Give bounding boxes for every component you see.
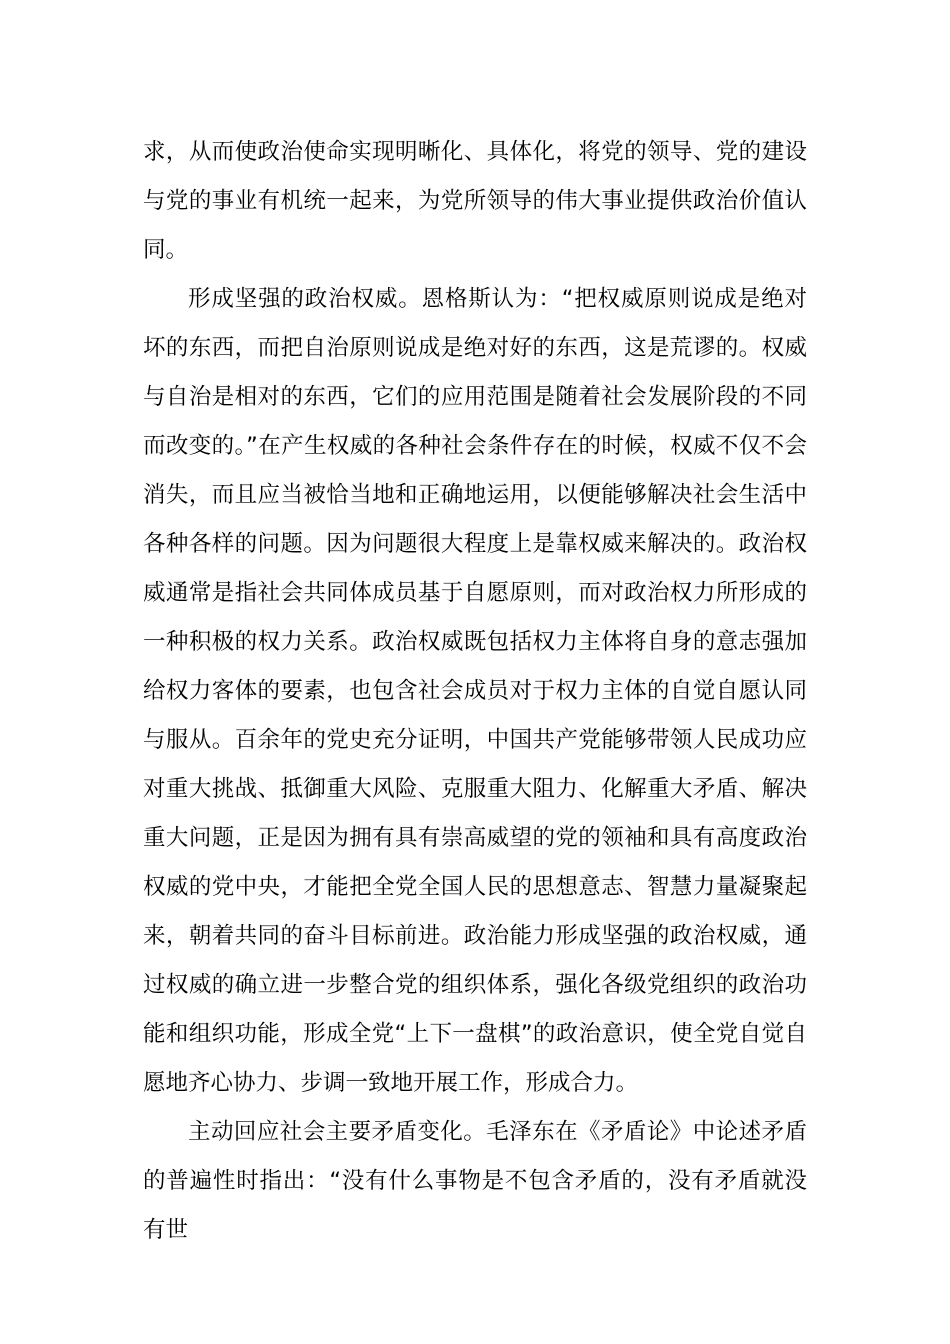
paragraph-political-authority: 形成坚强的政治权威。恩格斯认为：“把权威原则说成是绝对坏的东西，而把自治原则说成是绝对好的东西，这是荒谬的。权威与自治是相对的东西，它们的应用范围是随着社会发展阶段的不同而改变的。”在产生权威的各种社会条件存在的时候，权威不仅不会消失，而且应当被恰当地和正确地运用，以便能够解决社会生活中各种各样的问题。因为问题很大程度上是靠权威来解决的。政治权威通常是指社会共同体成员基于自愿原则，而对政治权力所形成的一种积极的权力关系。政治权威既包括权力主体将自身的意志强加给权力客体的要素，也包含社会成员对于权力主体的自觉自愿认同与服从。百余年的党史充分证明，中国共产党能够带领人民成功应对重大挑战、抵御重大风险、克服重大阻力、化解重大矛盾、解决重大问题，正是因为拥有具有崇高威望的党的领袖和具有高度政治权威的党中央，才能把全党全国人民的思想意志、智慧力量凝聚起来，朝着共同的奋斗目标前进。政治能力形成坚强的政治权威，通过权威的确立进一步整合党的组织体系，强化各级党组织的政治功能和组织功能，形成全党“上下一盘棋”的政治意识，使全党自觉自愿地齐心协力、步调一致地开展工作，形成合力。: [143, 286, 807, 1096]
paragraph-social-contradiction: 主动回应社会主要矛盾变化。毛泽东在《矛盾论》中论述矛盾的普遍性时指出：“没有什么事物是不包含矛盾的，没有矛盾就没有世: [143, 1119, 807, 1243]
body-text: [143, 128, 807, 1255]
paragraph-continued: 求，从而使政治使命实现明晰化、具体化，将党的领导、党的建设与党的事业有机统一起来，为党所领导的伟大事业提供政治价值认同。: [143, 139, 807, 263]
